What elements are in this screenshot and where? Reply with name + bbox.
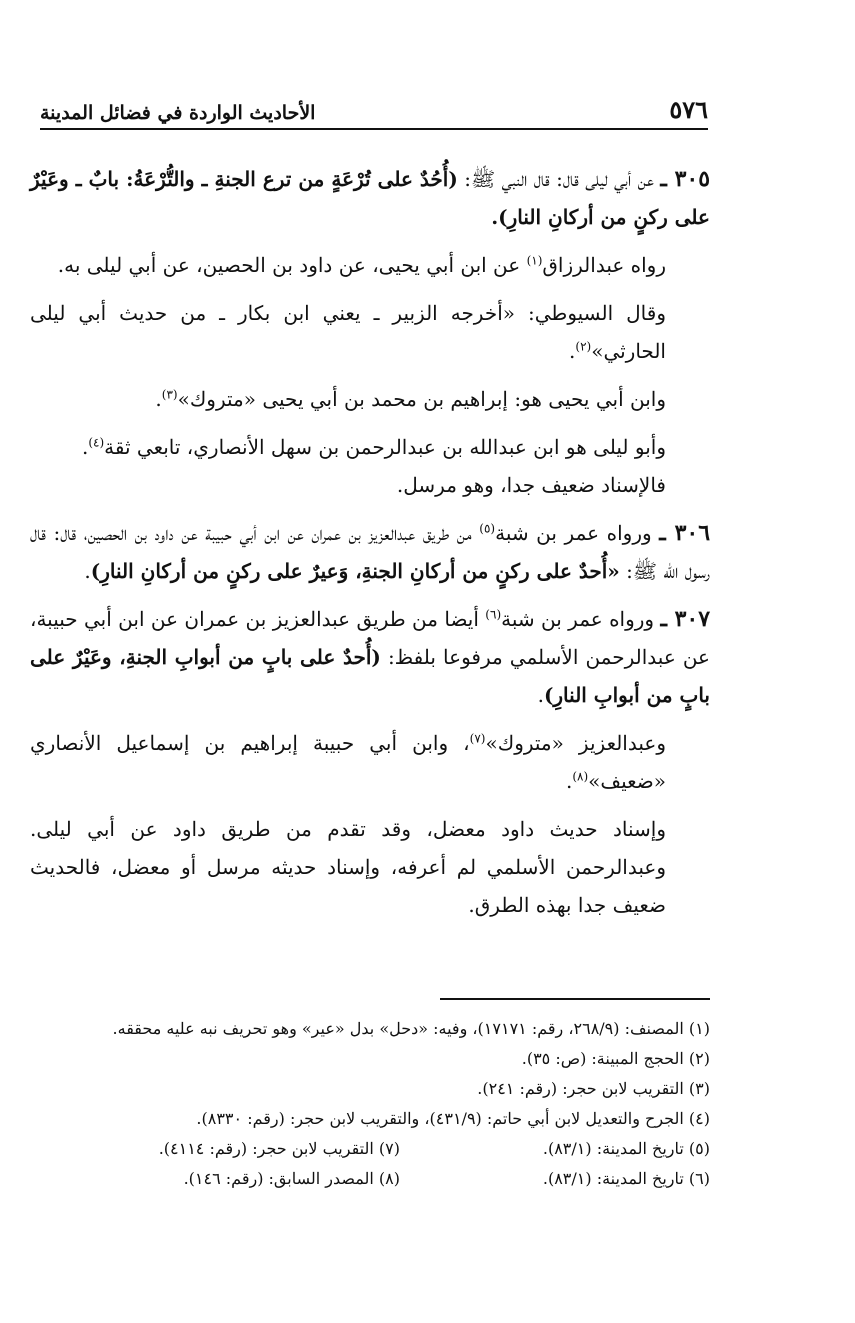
paragraph: وعبدالعزيز «متروك»$^{(٧)}$، وابن أبي حبيبة إبراهيم بن إسماعيل الأنصاري «ضعيف»$^{(٨)}$. bbox=[30, 731, 666, 793]
footnote-4: (٤) الجرح والتعديل لابن أبي حاتم: (٤٣١/٩)، والتقريب لابن حجر: (رقم: ٨٣٣٠). bbox=[196, 1109, 710, 1128]
footnote-ref: (٨) bbox=[572, 769, 589, 784]
hadith-305 bbox=[30, 160, 710, 236]
footnote-5: (٥) تاريخ المدينة: (٨٣/١). bbox=[542, 1139, 710, 1158]
hadith-number: ٣٠٥ ـ bbox=[660, 166, 711, 192]
hadith-307: ٣٠٧ ـ ورواه عمر بن شبة$^{(٦)}$ أيضا من طريق عبدالعزيز بن عمران عن ابن أبي حبيبة، عن عبدالرحمن الأسلمي مرفوعا بلفظ: (أُحدٌ على بابٍ من أبوابِ الجنةِ، وعَيْرٌ على بابٍ من أبوابِ النارِ). bbox=[30, 606, 711, 707]
footnote-ref: (٥) bbox=[479, 521, 496, 536]
hadith-number: ٣٠٦ ـ bbox=[659, 520, 711, 546]
footnote-row bbox=[30, 1164, 710, 1194]
footnote-ref: (٢) bbox=[575, 339, 592, 354]
hadith-intro: عن أبي ليلى قال: قال النبي ﷺ: bbox=[464, 167, 654, 191]
footnote-7: (٧) التقريب لابن حجر: (رقم: ٤١١٤). bbox=[158, 1139, 400, 1158]
hadith-text: «أُحدٌ على ركنٍ من أركانِ الجنةِ، وَعيرٌ على ركنٍ من أركانِ النارِ) bbox=[90, 559, 620, 583]
running-header bbox=[40, 88, 708, 124]
hadith-306: ٣٠٦ ـ ورواه عمر بن شبة$^{(٥)}$ من طريق عبدالعزيز بن عمران عن ابن أبي حبيبة عن داود بن الحصين، قال: قال رسول الله ﷺ: «أُحدٌ على ركنٍ من أركانِ الجنةِ، وَعيرٌ على ركنٍ من أركانِ النارِ). bbox=[30, 520, 711, 583]
hadith-text: (أُحدٌ على بابٍ من أبوابِ الجنةِ، وعَيْرٌ على بابٍ من أبوابِ النارِ) bbox=[30, 645, 710, 707]
footnote-rule bbox=[440, 998, 710, 1000]
footnote-ref: (٤) bbox=[88, 435, 105, 450]
paragraph: رواه عبدالرزاق$^{(١)}$ عن ابن أبي يحيى، عن داود بن الحصين، عن أبي ليلى به. bbox=[57, 253, 666, 277]
paragraph: وقال السيوطي: «أخرجه الزبير ـ يعني ابن بكار ـ من حديث أبي ليلى الحارثي»$^{(٢)}$. bbox=[30, 301, 666, 363]
footnotes bbox=[30, 1014, 710, 1194]
running-title: الأحاديث الواردة في فضائل المدينة bbox=[40, 102, 316, 124]
footnote-ref: (٣) bbox=[161, 387, 178, 402]
header-rule bbox=[40, 128, 708, 130]
main-text bbox=[30, 160, 710, 934]
footnote-3: (٣) التقريب لابن حجر: (رقم: ٢٤١). bbox=[477, 1079, 710, 1098]
footnote-2: (٢) الحجج المبينة: (ص: ٣٥). bbox=[521, 1049, 710, 1068]
paragraph: وابن أبي يحيى هو: إبراهيم بن محمد بن أبي يحيى «متروك»$^{(٣)}$. bbox=[155, 387, 666, 411]
hadith-number: ٣٠٧ ـ bbox=[660, 606, 711, 632]
footnote-row bbox=[30, 1134, 710, 1164]
page-number: ٥٧٦ bbox=[669, 95, 708, 124]
paragraph: وأبو ليلى هو ابن عبدالله بن عبدالرحمن بن سهل الأنصاري، تابعي ثقة$^{(٤)}$. bbox=[81, 435, 666, 459]
footnote-1: (١) المصنف: (٢٦٨/٩، رقم: ١٧١٧١)، وفيه: «دحل» بدل «عير» وهو تحريف نبه عليه محققه. bbox=[112, 1019, 710, 1038]
footnote-ref: (٦) bbox=[485, 607, 502, 622]
footnote-6: (٦) تاريخ المدينة: (٨٣/١). bbox=[542, 1169, 710, 1188]
paragraph: فالإسناد ضعيف جدا، وهو مرسل. bbox=[396, 473, 666, 497]
paragraph: وإسناد حديث داود معضل، وقد تقدم من طريق داود عن أبي ليلى. وعبدالرحمن الأسلمي لم أعرفه، وإسناد حديثه مرسل أو معضل، فالحديث ضعيف جدا بهذه الطرق. bbox=[30, 817, 666, 917]
footnote-ref: (١) bbox=[526, 253, 543, 268]
hadith-text: (أُحُدٌ على تُرْعَةٍ من ترع الجنةِ ـ والتُّرْعَةُ: بابٌ ـ وعَيْرٌ على ركنٍ من أركانِ النارِ). bbox=[30, 167, 710, 229]
footnote-ref: (٧) bbox=[469, 731, 486, 746]
footnote-8: (٨) المصدر السابق: (رقم: ١٤٦). bbox=[183, 1169, 400, 1188]
